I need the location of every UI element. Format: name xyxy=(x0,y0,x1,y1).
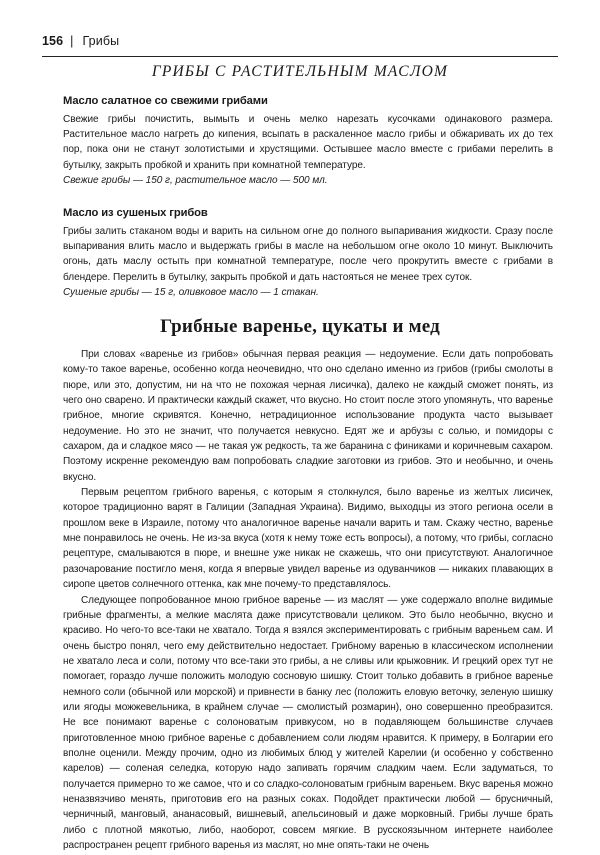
recipe-text: Свежие грибы почистить, вымыть и очень мелко нарезать кусочками одинакового размера. Растительное масло нагреть до кипения, всыпать в раскаленное масло грибы и обжаривать их до тех пор, пока они не станут золотистыми и хрустящими. Остывшее масло вместе с грибами перелить в бутылку, закрыть пробкой и хранить при комнатной температуре. xyxy=(63,114,553,171)
recipe-title: Масло из сушеных грибов xyxy=(63,207,208,219)
recipe-text: Грибы залить стаканом воды и варить на сильном огне до полного выпаривания жидкости. Сразу после выпаривания влить масло и выдержать грибы в масле на небольшом огне около 10 минут. Выключить огонь, дать маслу остыть при комнатной температуре, после чего прокрутить вместе с грибами в блендере. Перелить в бутылку, закрыть пробкой и дать настояться не менее трех суток. xyxy=(63,226,553,283)
recipe-ingredients: Свежие грибы — 150 г, растительное масло — 500 мл. xyxy=(63,174,328,186)
paragraph: При словах «варенье из грибов» обычная первая реакция — недоумение. Если дать попробовать кому-то такое варенье, особенно когда неочевидно, что оно сделано именно из грибов (грибы смолоты в пюре, или это, допустим, ни на что не похожая черная лисичка), далеко не каждый сможет понять, из чего оно сварено. И практически каждый скажет, что вкусно. Но стоит после этого упомянуть, что варенье грибное, многие скривятся. Конечно, нетрадиционное использование продукта часто вызывает недоумение. Но это не значит, что получается невкусно. Едят же и арбузы с солью, и помидоры с сахаром, да и сладкое мясо — не такая уж редкость, та же баранина с финиками и коричневым сахаром. Поэтому искренне рекомендую вам попробовать сладкие заготовки из грибов. Это и необычно, и очень вкусно. xyxy=(63,349,553,483)
header-rule xyxy=(42,56,558,57)
subsection-title: ГРИБЫ С РАСТИТЕЛЬНЫМ МАСЛОМ xyxy=(151,63,449,80)
header-separator: | xyxy=(70,34,74,48)
page-number: 156 xyxy=(42,34,64,48)
running-header xyxy=(42,34,558,48)
recipe-title: Масло салатное со свежими грибами xyxy=(63,95,268,107)
header-section: Грибы xyxy=(82,34,120,48)
paragraph: Первым рецептом грибного варенья, с которым я столкнулся, было варенье из желтых лисичек, которое традиционно варят в Галиции (Западная Украина). Видимо, выходцы из этого региона осели в прошлом веке в Израиле, потому что аналогичное варенье начали варить и там. Скажу честно, варенье мне понравилось не очень. Не из-за вкуса (хотя к нему тоже есть вопросы), а потому, что грибы, согласно рецептуре, смалываются в пюре, и внешне уже никак не скажешь, что они присутствуют. Аналогичное разочарование постигло меня, когда я впервые увидел варенье из одуванчиков — никаких плавающих в сиропе цветов солнечного оттенка, как мне почему-то представлялось. xyxy=(63,487,553,591)
section-title: Грибные варенье, цукаты и мед xyxy=(160,316,440,337)
body-text xyxy=(63,347,553,853)
paragraph: Следующее попробованное мною грибное варенье — из маслят — уже содержало вполне видимые грибные фрагменты, а мелкие маслята даже присутствовали целиком. Это было необычно, вкусно и красиво. Но чего-то все-таки не хватало. Тогда я взялся экспериментировать с грибным вареньем сам. И очень быстро понял, чего ему действительно недостает. Грибному варенью в классическом исполнении не хватало леса и соли, потому что все-таки это грибы, а не сливы или крыжовник. И грецкий орех тут не помогает, гораздо лучше положить молодую сосновую шишку. Стоит только добавить в грибное варенье немного соли (обычной или морской) и привнести в банку лес (положить еловую веточку, зеленую шишку или ягоды можжевельника, в крайнем случае — смолистый розмарин), оно совершенно преобразится. Не все понимают варенье с солоноватым привкусом, но в подавляющем большинстве случаев приготовленное мною грибное варенье с добавлением соли людям нравится. К примеру, в Болгарии его вполне оценили. Между прочим, одно из любимых блюд у жителей Карелии (и особенно у собственно карелов) — соленая селедка, которую надо запивать горячим сладким чаем. Если задуматься, то получается примерно то же самое, что и со сладко-солоноватым грибным вареньем. Вкус варенья можно неназвязчиво менять, приготовив его на разных соках. Подойдет практически любой — брусничный, черничный, манговый, ананасовый, вишневый, апельсиновый и даже морковный. Грибы лучше брать либо с плотной мякотью, либо, наоборот, совсем мягкие. В русскоязычном интернете наиболее распространен рецепт грибного варенья из маслят, но мне опять-таки не очень xyxy=(63,594,553,851)
recipe-dried-mushroom-oil xyxy=(63,207,553,300)
recipe-salad-oil xyxy=(63,95,553,188)
recipe-ingredients: Сушеные грибы — 15 г, оливковое масло — 1 стакан. xyxy=(63,286,319,298)
